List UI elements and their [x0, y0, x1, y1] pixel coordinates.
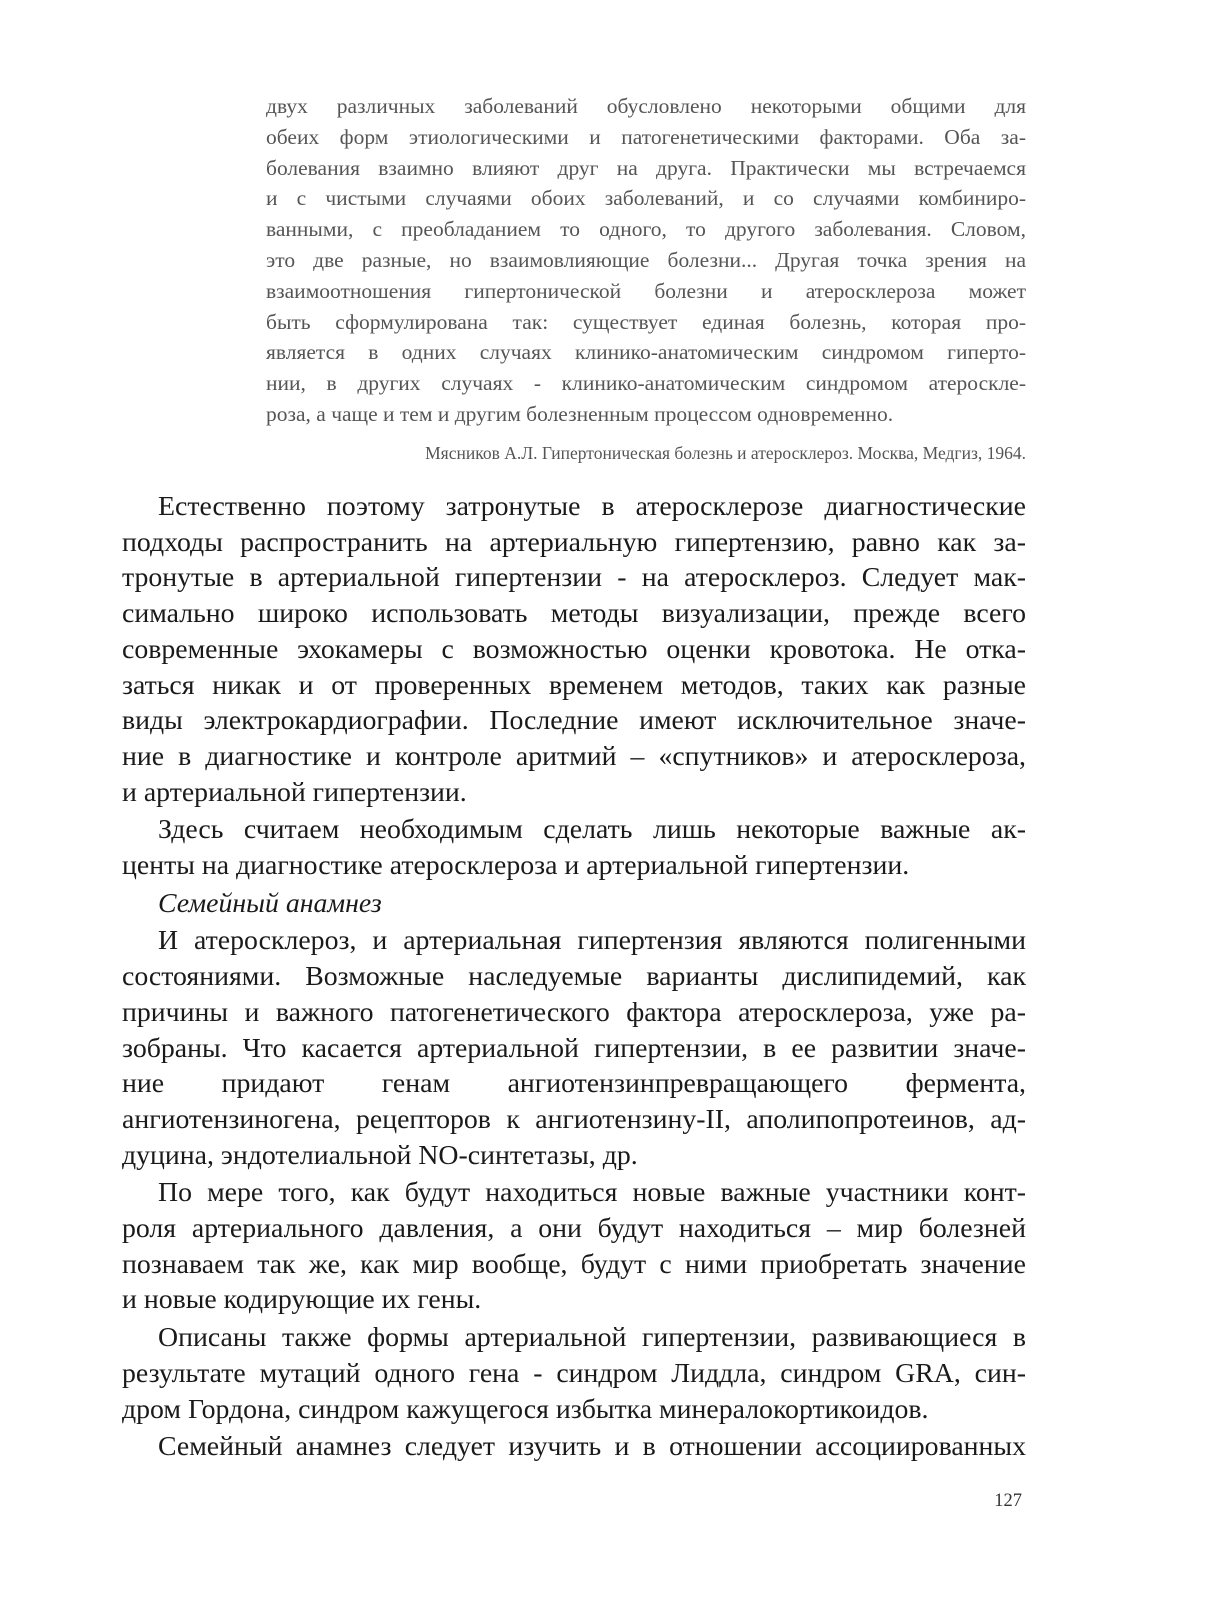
text-line: Здесь считаем необходимым сделать лишь некоторые важные ак- — [158, 814, 1026, 846]
epigraph-line: взаимоотношения гипертонической болезни и атеросклероза может — [266, 278, 1026, 303]
text-line: тронутые в артериальной гипертензии - на атеросклероз. Следует мак- — [122, 562, 1026, 594]
text-line: дуцина, эндотелиальной NO-синтетазы, др. — [122, 1139, 638, 1171]
text-line: симально широко использовать методы визуализации, прежде всего — [122, 598, 1026, 630]
text-line: ние в диагностике и контроле аритмий – «спутников» и атеросклероза, — [122, 740, 1026, 772]
text-line: Описаны также формы артериальной гипертензии, развивающиеся в — [158, 1322, 1026, 1354]
text-line: виды электрокардиографии. Последние имеют исключительное значе- — [122, 705, 1026, 737]
epigraph-line: является в одних случаях клинико-анатомическим синдромом гиперто- — [266, 340, 1026, 365]
paragraph-3 — [122, 923, 1026, 1173]
text-line: дром Гордона, синдром кажущегося избытка минералокортикоидов. — [122, 1393, 929, 1425]
epigraph-source: Мясников А.Л. Гипертоническая болезнь и атеросклероз. Москва, Медгиз, 1964. — [425, 443, 1026, 463]
paragraph-1 — [122, 489, 1026, 810]
text-line: подходы распространить на артериальную гипертензию, равно как за- — [122, 526, 1026, 558]
text-line: заться никак и от проверенных временем методов, таких как разные — [122, 669, 1026, 701]
text-line: центы на диагностике атеросклероза и артериальной гипертензии. — [122, 850, 910, 882]
text-line: ангиотензиногена, рецепторов к ангиотензину-II, аполипопротеинов, ад- — [122, 1103, 1026, 1135]
epigraph-line: обеих форм этиологическими и патогенетическими факторами. Оба за- — [266, 124, 1026, 149]
section-heading-wrap — [122, 886, 1026, 922]
epigraph-line: быть сформулирована так: существует единая болезнь, которая про- — [266, 309, 1026, 334]
epigraph-line: нии, в других случаях - клинико-анатомическим синдромом атероскле- — [266, 371, 1026, 396]
epigraph-line: болевания взаимно влияют друг на друга. Практически мы встречаемся — [266, 155, 1026, 180]
text-line: состояниями. Возможные наследуемые варианты дислипидемий, как — [122, 961, 1026, 993]
text-line: И атеросклероз, и артериальная гипертензия являются полигенными — [158, 925, 1026, 957]
epigraph-line: это две разные, но взаимовлияющие болезни... Другая точка зрения на — [266, 247, 1026, 272]
text-line: познаваем так же, как мир вообще, будут с ними приобретать значение — [122, 1248, 1026, 1280]
epigraph-line: и с чистыми случаями обоих заболеваний, и со случаями комбиниро- — [266, 186, 1026, 211]
text-line: зобраны. Что касается артериальной гипертензии, в ее развитии значе- — [122, 1032, 1026, 1064]
text-line: По мере того, как будут находиться новые важные участники конт- — [158, 1177, 1026, 1209]
text-line: современные эхокамеры с возможностью оценки кровотока. Не отка- — [122, 633, 1026, 665]
text-line: роля артериального давления, а они будут находиться – мир болезней — [122, 1213, 1026, 1245]
text-line: Естественно поэтому затронутые в атеросклерозе диагностические — [158, 491, 1026, 522]
text-line: причины и важного патогенетического фактора атеросклероза, уже ра- — [122, 996, 1026, 1028]
text-line: ние придают генам ангиотензинпревращающего фермента, — [122, 1068, 1026, 1100]
text-line: результате мутаций одного гена - синдром Лиддла, синдром GRA, син- — [122, 1357, 1026, 1389]
epigraph-line: роза, а чаще и тем и другим болезненным процессом одновременно. — [266, 401, 894, 426]
text-line: и новые кодирующие их гены. — [122, 1284, 482, 1316]
paragraph-6 — [122, 1429, 1026, 1465]
epigraph-line: двух различных заболеваний обусловлено некоторыми общими для — [266, 94, 1026, 118]
section-heading: Семейный анамнез — [158, 887, 382, 919]
epigraph-line: ванными, с преобладанием то одного, то другого заболевания. Словом, — [266, 217, 1026, 242]
text-line: и артериальной гипертензии. — [122, 776, 467, 808]
epigraph-quote — [266, 91, 1026, 430]
body-text — [122, 489, 1026, 1465]
paragraph-2 — [122, 812, 1026, 883]
page-number: 127 — [994, 1491, 1022, 1511]
paragraph-4 — [122, 1175, 1026, 1318]
paragraph-5 — [122, 1320, 1026, 1427]
text-line: Семейный анамнез следует изучить и в отношении ассоциированных — [158, 1431, 1026, 1463]
